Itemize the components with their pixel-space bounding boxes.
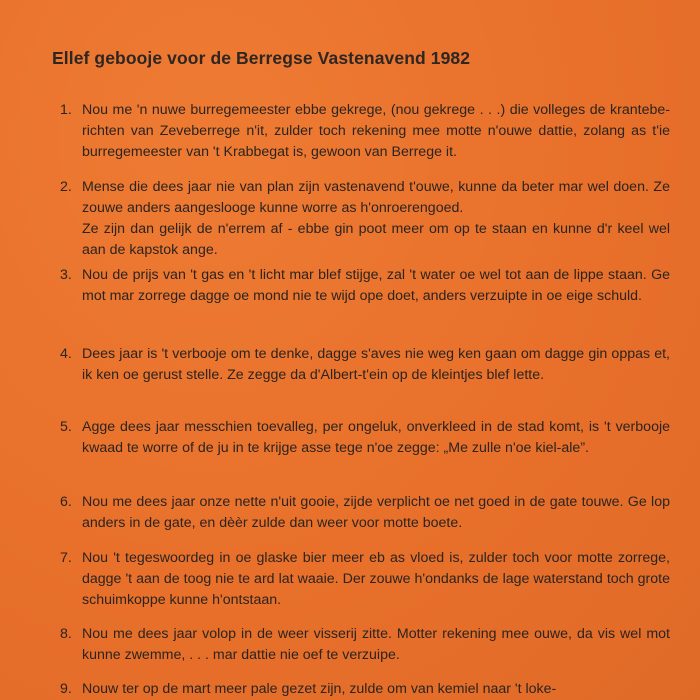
list-item (60, 548, 675, 611)
item-number: 6. (60, 494, 72, 510)
item-text: Agge dees jaar messchien toevalleg, per ongeluk, onverkleed in de stad komt, is 't verbooje kwaad te worre of de ju in te krijge asse tege n'oe zegge: „Me zulle n'oe kiel-ale”. (82, 419, 670, 456)
item-text: Dees jaar is 't verbooje om te denke, dagge s'aves nie weg ken gaan om dagge gin oppas et, ik ken oe gerust stelle. Ze zegge da d'Albert-t'ein op de kleintjes blef lette. (82, 346, 670, 383)
item-number: 9. (60, 681, 72, 697)
item-number: 3. (60, 267, 72, 283)
item-number: 2. (60, 179, 72, 195)
item-number: 8. (60, 626, 72, 642)
item-text: Nou de prijs van 't gas en 't licht mar blef stijge, zal 't water oe wel tot aan de lippe staan. Ge mot mar zorrege dagge oe mond nie te wijd ope doet, anders verzuipte in oe eige schuld. (82, 267, 670, 304)
list-item (60, 344, 675, 386)
item-number: 4. (60, 346, 72, 362)
item-text: Nou me dees jaar onze nette n'uit gooie, zijde verplicht oe net goed in de gate touwe. Ge lop anders in de gate, en dèèr zulde dan weer voor motte boete. (82, 494, 670, 531)
item-text: Nou me dees jaar volop in de weer visserij zitte. Motter rekening mee ouwe, da vis wel mot kunne zwemme, . . . mar dattie nie oef te verzuipe. (82, 626, 670, 663)
item-text: Mense die dees jaar nie van plan zijn vastenavend t'ouwe, kunne da beter mar wel doen. Ze zouwe anders aangeslooge kunne worre as h'onroerengoed. Ze zijn dan gelijk de n'errem af - ebbe gin poot meer om op te staan en kunne d'r keel wel aan de kapstok ange. (82, 179, 670, 258)
list-item (60, 265, 675, 307)
document-title: Ellef gebooje voor de Berregse Vastenavend 1982 (52, 48, 471, 68)
item-text: Nou 't tegeswoordeg in oe glaske bier meer eb as vloed is, zulder toch voor motte zorrege, dagge 't aan de toog nie te ard lat waaie. Der zouwe h'ondanks de lage waterstand toch grote schuimkoppe kunne h'ontstaan. (82, 550, 670, 608)
list-item (60, 624, 675, 666)
list-item (60, 417, 675, 459)
item-number: 7. (60, 550, 72, 566)
list-item (60, 679, 675, 700)
list-item (60, 177, 675, 261)
item-text: Nou me 'n nuwe burregemeester ebbe gekrege, (nou gekrege . . .) die volleges de kranteberichten van Zeveberrege n'it, zulder toch rekening mee motte n'ouwe dattie, zolang as t'ie burregemeester van 't Krabbegat is, gewoon van Berrege it. (82, 102, 670, 160)
list-item (60, 100, 675, 163)
item-number: 1. (60, 102, 72, 118)
item-text: Nouw ter op de mart meer pale gezet zijn, zulde om van kemiel naar 't loke- (82, 681, 557, 697)
item-number: 5. (60, 419, 72, 435)
list-item (60, 492, 675, 534)
